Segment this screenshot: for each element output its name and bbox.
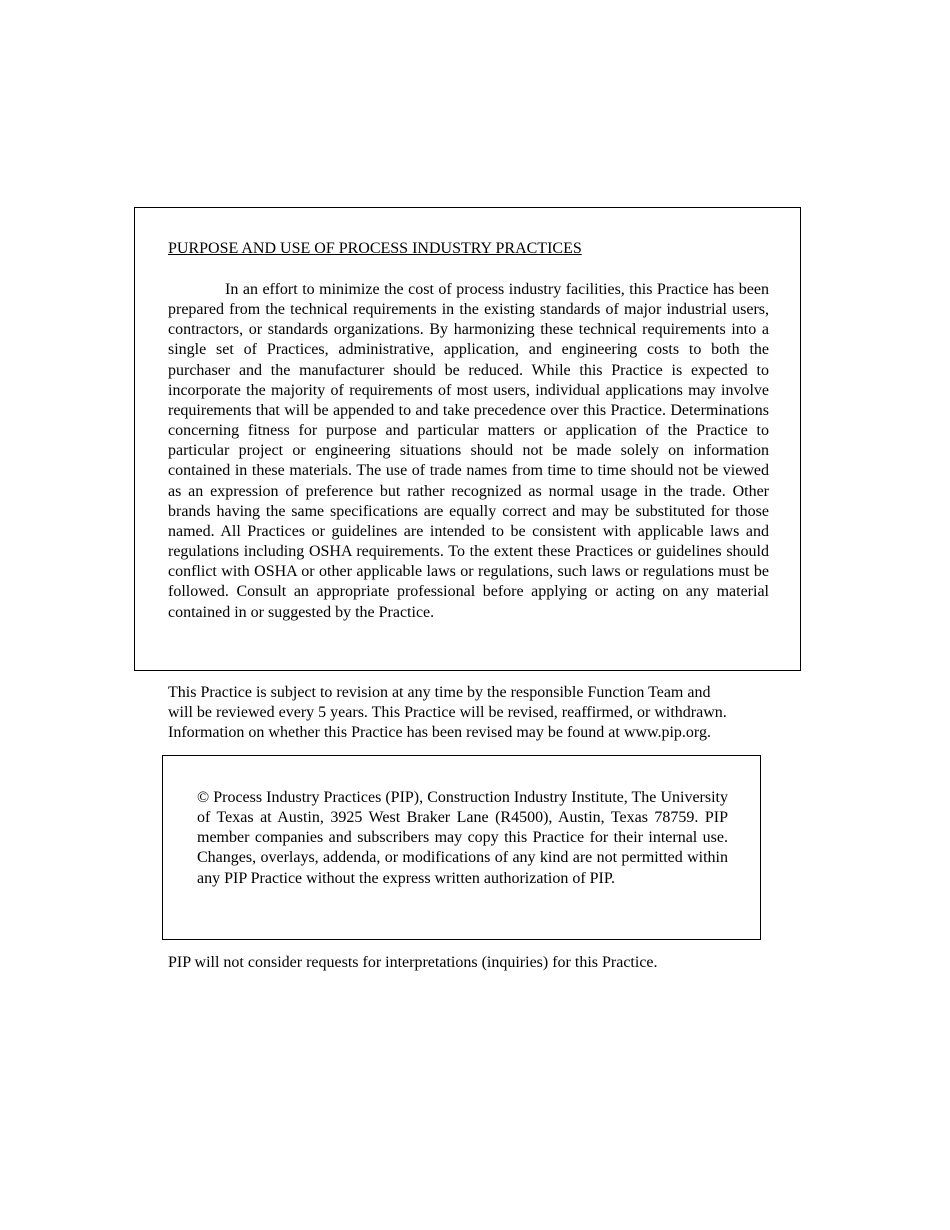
revision-line: This Practice is subject to revision at any time by the responsible Function Team and xyxy=(168,684,711,701)
purpose-body: In an effort to minimize the cost of process industry facilities, this Practice has been prepared from the technical requirements in the existing standards of major industrial users, contractors, or standards organizations. By harmonizing these technical requirements into a single set of Practices, administrative, application, and engineering costs to both the purchaser and the manufacturer should be reduced. While this Practice is expected to incorporate the majority of requirements of most users, individual applications may involve requirements that will be appended to and take precedence over this Practice. Determinations concerning fitness for purpose and particular matters or application of the Practice to particular project or engineering situations should not be made solely on information contained in these materials. The use of trade names from time to time should not be viewed as an expression of preference but rather recognized as normal usage in the trade. Other brands having the same specifications are equally correct and may be substituted for those named. All Practices or guidelines are intended to be consistent with applicable laws and regulations including OSHA requirements. To the extent these Practices or guidelines should conflict with OSHA or other applicable laws or regulations, such laws or regulations must be followed. Consult an appropriate professional before applying or acting on any material contained in or suggested by the Practice. xyxy=(168,281,769,621)
inquiries-notice: PIP will not consider requests for interpretations (inquiries) for this Practice. xyxy=(168,954,658,971)
purpose-box xyxy=(134,207,801,671)
copyright-text: © Process Industry Practices (PIP), Construction Industry Institute, The University of Texas at Austin, 3925 West Braker Lane (R4500), Austin, Texas 78759. PIP member companies and subscribers may copy this Practice for their internal use. Changes, overlays, addenda, or modifications of any kind are not permitted within any PIP Practice without the express written authorization of PIP. xyxy=(197,789,728,887)
revision-notice xyxy=(168,683,778,743)
revision-line: will be reviewed every 5 years. This Practice will be revised, reaffirmed, or withdrawn. xyxy=(168,704,727,722)
purpose-heading: PURPOSE AND USE OF PROCESS INDUSTRY PRACTICES xyxy=(168,240,582,257)
revision-line: Information on whether this Practice has been revised may be found at www.pip.org. xyxy=(168,724,711,742)
copyright-box xyxy=(162,755,761,940)
